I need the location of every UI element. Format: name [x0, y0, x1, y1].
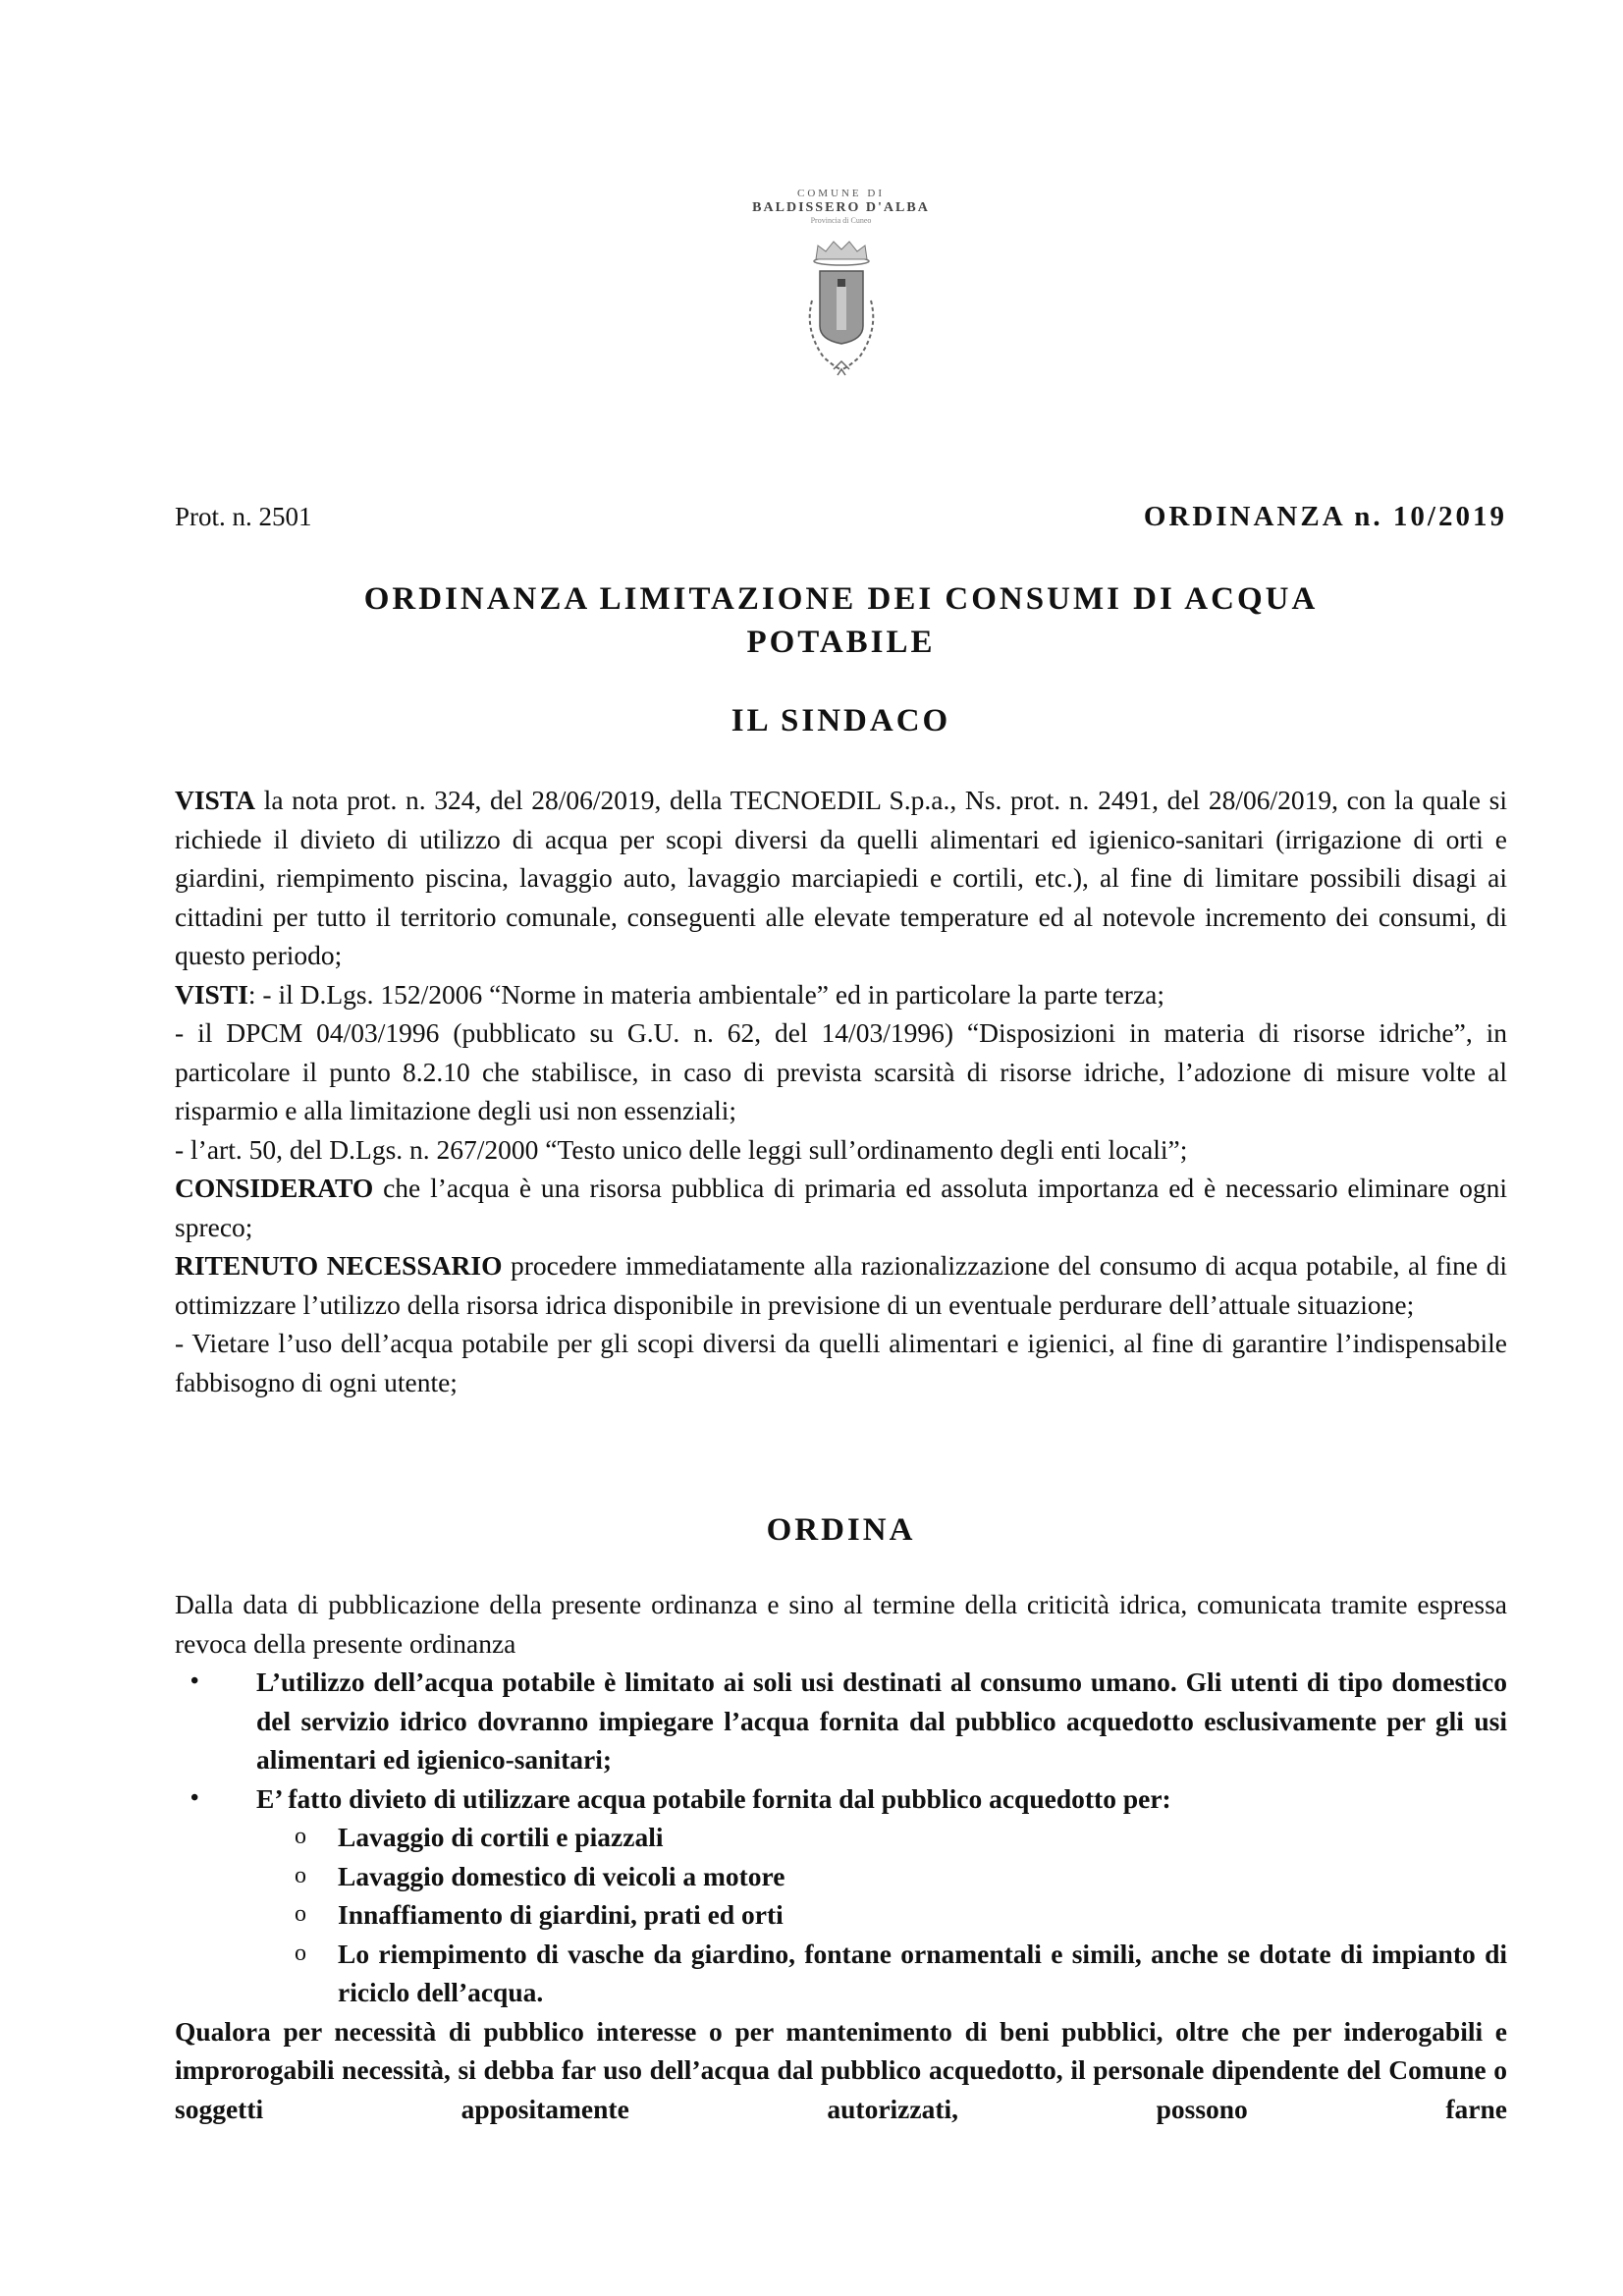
title-line-2: POTABILE [746, 625, 936, 660]
prohibited-use-item [256, 1935, 1507, 2012]
bullet-icon: • [190, 1668, 199, 1694]
vista-text: la nota prot. n. 324, del 28/06/2019, della TECNOEDIL S.p.a., Ns. prot. n. 2491, del 28/06/2019, con la quale si richiede il divieto di utilizzo di acqua per scopi diversi da quelli alimentari ed igienico-sanitari (irrigazione di orti e giardini, riempimento piscina, lavaggio auto, lavaggio marciapiedi e cortili, etc.), al fine di limitare possibili disagi ai cittadini per tutto il territorio comunale, conseguenti alle elevate temperature ed al notevole incremento dei consumi, di questo periodo; [175, 785, 1507, 970]
ordina-heading: ORDINA [766, 1512, 916, 1548]
circle-bullet-icon: o [295, 1901, 306, 1927]
ritenuto-paragraph [175, 1246, 1507, 1324]
letterhead [175, 187, 1507, 379]
ordinance-number: ORDINANZA n. 10/2019 [1143, 501, 1507, 532]
authority-heading: IL SINDACO [730, 703, 951, 738]
considerato-label: CONSIDERATO [175, 1173, 374, 1203]
ordina-intro: Dalla data di pubblicazione della presente ordinanza e sino al termine della criticità idrica, comunicata tramite espressa revoca della presente ordinanza [175, 1589, 1507, 1659]
circle-bullet-icon: o [295, 1940, 306, 1966]
crest-line-province: Provincia di Cuneo [810, 216, 872, 225]
prohibited-use-item [256, 1818, 1507, 1857]
prohibited-uses-list [175, 1818, 1507, 2012]
considerato-text: che l’acqua è una risorsa pubblica di primaria ed assoluta importanza ed è necessario eliminare ogni spreco; [175, 1173, 1507, 1242]
visti-item-1: : - il D.Lgs. 152/2006 “Norme in materia ambientale” ed in particolare la parte terza; [247, 978, 1164, 1010]
ordina-section [175, 1585, 1507, 2128]
title-line-1: ORDINANZA LIMITAZIONE DEI CONSUMI DI ACQUA [363, 581, 1319, 617]
ritenuto-label: RITENUTO NECESSARIO [175, 1250, 503, 1281]
prohibited-use-item [256, 1857, 1507, 1896]
ritenuto-text: procedere immediatamente alla razionalizzazione del consumo di acqua potabile, al fine di ottimizzare l’utilizzo della risorsa idrica disponibile in previsione di un eventuale perdurare dell’attuale situazione; [175, 1250, 1507, 1320]
considerato-paragraph [175, 1169, 1507, 1246]
vista-label: VISTA [175, 785, 256, 815]
prohibited-use-text: Lavaggio domestico di veicoli a motore [338, 1860, 785, 1891]
visti-label: VISTI [175, 978, 248, 1010]
prohibited-use-text: Lo riempimento di vasche da giardino, fontane ornamentali e simili, anche se dotate di impianto di riciclo dell’acqua. [338, 1938, 1507, 2007]
ordina-bullet-item [175, 1779, 1507, 1819]
visti-paragraph [175, 975, 1507, 1014]
circle-bullet-icon: o [295, 1862, 306, 1888]
ordina-bullet-text: E’ fatto divieto di utilizzare acqua potabile fornita dal pubblico acquedotto per: [256, 1782, 1171, 1814]
ritenuto-extra: - Vietare l’uso dell’acqua potabile per gli scopi diversi da quelli alimentari e igienici, al fine di garantire l’indispensabile fabbisogno di ogni utente; [175, 1328, 1507, 1397]
vista-paragraph [175, 781, 1507, 975]
visti-item-3: - l’art. 50, del D.Lgs. n. 267/2000 “Testo unico delle leggi sull’ordinamento degli enti locali”; [175, 1133, 1188, 1165]
preamble [175, 781, 1507, 1401]
bullet-icon: • [190, 1784, 199, 1811]
coat-of-arms-icon [783, 232, 900, 379]
crest-line-comune: COMUNE DI [796, 188, 886, 199]
visti-item-2: - il DPCM 04/03/1996 (pubblicato su G.U. n. 62, del 14/03/1996) “Disposizioni in materia di risorse idriche”, in particolare il punto 8.2.10 che stabilisce, in caso di prevista scarsità di risorse idriche, l’adozione di misure volte al risparmio e alla limitazione degli usi non essenziali; [175, 1017, 1507, 1125]
prohibited-use-text: Innaffiamento di giardini, prati ed orti [338, 1899, 784, 1930]
prohibited-use-text: Lavaggio di cortili e piazzali [338, 1822, 664, 1852]
crest-line-municipality: BALDISSERO D'ALBA [752, 200, 930, 215]
document-title [175, 577, 1507, 664]
protocol-number: Prot. n. 2501 [175, 502, 312, 531]
header-row [175, 501, 1507, 533]
ordina-bullet-item [175, 1663, 1507, 1779]
ordina-bullet-list [175, 1663, 1507, 1818]
prohibited-use-item [256, 1895, 1507, 1935]
circle-bullet-icon: o [295, 1824, 306, 1849]
ordina-bullet-text: L’utilizzo dell’acqua potabile è limitato ai soli usi destinati al consumo umano. Gli utenti di tipo domestico del servizio idrico dovranno impiegare l’acqua fornita dal pubblico acquedotto esclusivamente per gli usi alimentari ed igienico-sanitari; [256, 1667, 1507, 1775]
ordina-closing-paragraph: Qualora per necessità di pubblico interesse o per mantenimento di beni pubblici, oltre che per inderogabili e improrogabili necessità, si debba far uso dell’acqua dal pubblico acquedotto, il personale dipendente del Comune o soggetti appositamente autorizzati, possono farne [175, 2015, 1507, 2124]
